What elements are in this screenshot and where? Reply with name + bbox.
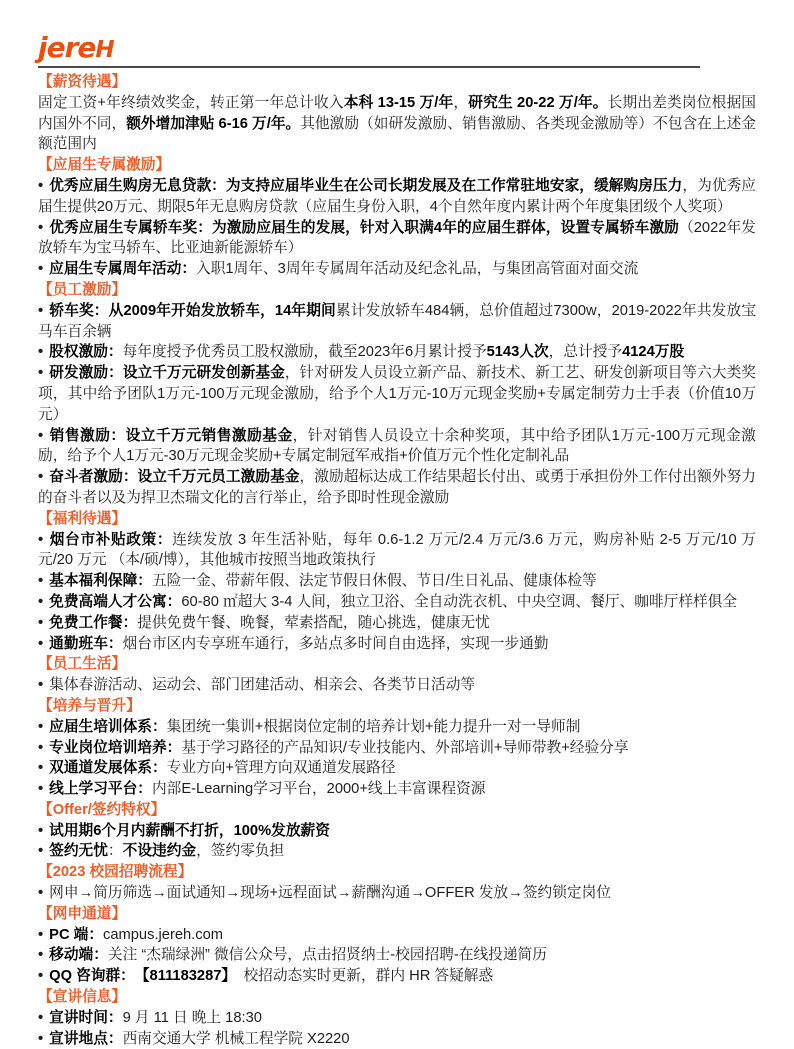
bullet-marker: • xyxy=(38,531,44,548)
text-run-bold: 本科 13-15 万/年 xyxy=(343,94,454,111)
text-run: 集团统一集训+根据岗位定制的培养计划+能力提升一对一导师制 xyxy=(166,718,581,735)
text-run: 网申→简历筛选→面试通知→现场+远程面试→薪酬沟通→OFFER 发放→签约锁定岗位 xyxy=(49,885,611,902)
bullet-marker: • xyxy=(38,968,44,985)
text-run: 集体春游活动、运动会、部门团建活动、相亲会、各类节日活动等 xyxy=(49,677,476,694)
bullet-item xyxy=(38,779,756,800)
bullet-marker: • xyxy=(38,718,44,735)
text-run: 固定工资+年终绩效奖金，转正第一年总计收入 xyxy=(38,94,344,111)
text-run: 连续发放 3 年生活补贴，每年 0.6-1.2 万元/2.4 万元/3.6 万元，购房补贴 2-5 万元/10 万元/20 万元 （本/硕/博），其他城市按照当地政策执行 xyxy=(38,531,756,569)
bullet-marker: • xyxy=(38,344,44,361)
document-body xyxy=(38,72,756,1049)
text-run-bold: 专业岗位培训培养： xyxy=(49,739,182,756)
bullet-item xyxy=(38,218,756,260)
text-run: 基于学习路径的产品知识/专业技能内、外部培训+导师带教+经验分享 xyxy=(181,739,629,756)
bullet-item xyxy=(38,738,756,759)
text-run: ，针对研发人员设立新产品、新技术、新工艺、研发创新项目等六大类奖项，其中给予团队1万元-100万元现金激励，给予个人1万元-10万元现金奖励+专属定制劳力士手表（价值10万元） xyxy=(38,365,756,423)
bullet-marker: • xyxy=(38,1030,44,1047)
bullet-item xyxy=(38,613,756,634)
bullet-item xyxy=(38,883,756,904)
bullet-item xyxy=(38,675,756,696)
text-run-bold: 双通道发展体系： xyxy=(49,760,167,777)
bullet-item xyxy=(38,841,756,862)
text-run-bold: 4124万股 xyxy=(622,344,685,361)
text-run-bold: 宣讲地点： xyxy=(49,1030,123,1047)
bullet-marker: • xyxy=(38,739,44,756)
text-run-bold: 轿车奖：从2009年开始发放轿车，14年期间 xyxy=(49,302,336,319)
bullet-item xyxy=(38,426,756,468)
bullet-marker: • xyxy=(38,885,44,902)
bullet-marker: • xyxy=(38,614,44,631)
section-heading: 【网申通道】 xyxy=(38,905,127,922)
bullet-item xyxy=(38,1029,756,1049)
text-run: 累计发放轿车484辆，总价值超过7300w，2019-2022年共发放宝马车百余辆 xyxy=(38,302,757,340)
bullet-item xyxy=(38,821,756,842)
bullet-item xyxy=(38,342,756,363)
text-run-bold: 线上学习平台： xyxy=(49,781,152,798)
text-run-bold: 奋斗者激励：设立千万元员工激励基金 xyxy=(49,469,300,486)
bullet-marker: • xyxy=(38,219,44,236)
text-run-bold: 优秀应届生专属轿车奖：为激励应届生的发展，针对入职满4年的应届生群体，设置专属轿车激励 xyxy=(49,219,679,236)
section-heading: 【Offer/签约特权】 xyxy=(38,801,166,818)
section-heading: 【应届生专属激励】 xyxy=(38,157,171,174)
text-run-bold: 股权激励： xyxy=(49,344,123,361)
text-run: 关注 “杰瑞绿洲” 微信公众号，点击招贤纳士-校园招聘-在线投递简历 xyxy=(107,947,547,964)
text-run: 60-80 ㎡超大 3-4 人间，独立卫浴、全自动洗衣机、中央空调、餐厅、咖啡厅样样俱全 xyxy=(181,593,738,610)
bullet-marker: • xyxy=(38,365,44,382)
bullet-item xyxy=(38,571,756,592)
bullet-marker: • xyxy=(38,781,44,798)
section-heading: 【薪资待遇】 xyxy=(38,74,127,90)
text-run: 每年度授予优秀员工股权激励，截至2023年6月累计授予 xyxy=(122,344,487,361)
section-heading: 【员工生活】 xyxy=(38,656,127,673)
text-run: ，签约零负担 xyxy=(196,843,285,860)
text-run xyxy=(128,968,143,984)
bullet-item xyxy=(38,301,756,343)
text-run: 9 月 11 日 晚上 18:30 xyxy=(122,1009,262,1026)
text-run-bold: 签约无忧 xyxy=(49,843,108,860)
text-run-bold: 不设违约金 xyxy=(122,843,197,860)
text-run-bold: PC 端： xyxy=(49,926,104,943)
bullet-marker: • xyxy=(38,843,44,860)
text-run-bold: 研究生 20-22 万/年。 xyxy=(468,94,608,111)
header-divider xyxy=(38,66,700,68)
text-run: 专业方向+管理方向双通道发展路径 xyxy=(166,760,396,777)
text-run: 西南交通大学 机械工程学院 X2220 xyxy=(122,1030,350,1047)
text-run-bold: 试用期6个月内薪酬不打折，100%发放薪资 xyxy=(49,822,330,839)
bullet-marker: • xyxy=(38,177,44,194)
bullet-marker: • xyxy=(38,947,44,964)
bullet-marker: • xyxy=(38,1009,44,1026)
bullet-marker: • xyxy=(38,926,44,943)
text-run-bold: 研发激励：设立千万元研发创新基金 xyxy=(49,365,285,382)
bullet-marker: • xyxy=(38,573,44,590)
text-run: 长期出差类岗位根据国内国外不同， xyxy=(38,94,756,132)
jereh-logo-h-mark: H xyxy=(95,37,113,63)
text-run-bold: 额外增加津贴 6-16 万/年。 xyxy=(126,115,301,132)
bullet-marker: • xyxy=(38,427,44,444)
text-run: （2022年发放轿车为宝马轿车、比亚迪新能源轿车） xyxy=(38,219,756,257)
text-run-bold: 应届生培训体系： xyxy=(49,718,167,735)
text-run: 烟台市区内专享班车通行，多站点多时间自由选择，实现一步通勤 xyxy=(122,635,549,652)
text-run: ，总计授予 xyxy=(548,344,623,361)
text-run: ，针对销售人员设立十余种奖项，其中给予团队1万元-100万元现金激励，给予个人1万元-30万元现金奖励+专属定制冠军戒指+价值万元个性化定制礼品 xyxy=(38,427,756,465)
text-run-bold: 应届生专属周年活动： xyxy=(49,261,197,278)
text-run-bold: 烟台市补贴政策： xyxy=(49,531,173,548)
text-run-bold: 5143人次 xyxy=(486,344,549,361)
text-run: campus.jereh.com xyxy=(103,926,224,943)
bullet-item xyxy=(38,363,756,425)
bullet-item xyxy=(38,945,756,966)
bullet-marker: • xyxy=(38,822,44,839)
text-run: 入职1周年、3周年专属周年活动及纪念礼品，与集团高管面对面交流 xyxy=(196,261,639,278)
jereh-logo xyxy=(38,31,756,64)
text-run: 提供免费午餐、晚餐，荤素搭配，随心挑选，健康无忧 xyxy=(137,614,490,631)
text-run-bold: 通勤班车： xyxy=(49,635,123,652)
text-run-bold: 销售激励：设立千万元销售激励基金 xyxy=(49,427,293,444)
text-run: 五险一金、带薪年假、法定节假日休假、节日/生日礼品、健康体检等 xyxy=(151,573,597,590)
text-run: ： xyxy=(107,843,123,860)
text-run: 内部E-Learning学习平台，2000+线上丰富课程资源 xyxy=(151,781,486,798)
text-run-bold: 免费高端人才公寓： xyxy=(49,593,182,610)
bullet-item xyxy=(38,758,756,779)
document-header xyxy=(38,31,756,68)
text-run: ，为优秀应届生提供20万元、期限5年无息购房贷款（应届生身份入职，4个自然年度内累计两个年度集团级个人奖项） xyxy=(38,177,756,215)
bullet-marker: • xyxy=(38,593,44,610)
bullet-marker: • xyxy=(38,635,44,652)
section-heading: 【员工激励】 xyxy=(38,281,127,298)
bullet-item xyxy=(38,467,756,509)
section-heading: 【培养与晋升】 xyxy=(38,697,141,714)
text-run-bold: 【811183287】 xyxy=(142,968,229,985)
bullet-item xyxy=(38,925,756,946)
bullet-marker: • xyxy=(38,302,44,319)
section-heading: 【福利待遇】 xyxy=(38,510,127,527)
text-run-bold: 优秀应届生购房无息贷款：为支持应届毕业生在公司长期发展及在工作常驻地安家，缓解购房压力 xyxy=(49,177,683,194)
text-run-bold: 移动端： xyxy=(49,947,108,964)
text-run-bold: 宣讲时间： xyxy=(49,1009,123,1026)
text-run: ， xyxy=(453,94,469,111)
text-run-bold: 基本福利保障： xyxy=(49,573,152,590)
jereh-logo-text: jere xyxy=(38,31,96,64)
text-run: ，激励超标达成工作结果超长付出、或勇于承担份外工作付出额外努力的奋斗者以及为捍卫杰瑞文化的言行举止，给予即时性现金激励 xyxy=(38,469,756,506)
bullet-marker: • xyxy=(38,760,44,777)
text-run-bold: 免费工作餐： xyxy=(49,614,138,631)
text-run-bold: QQ 咨询群： xyxy=(49,968,128,985)
text-run: 其他激励（如研发激励、销售激励、各类现金激励等）不包含在上述金额范围内 xyxy=(38,115,756,153)
bullet-item xyxy=(38,634,756,655)
bullet-item xyxy=(38,592,756,613)
section-heading: 【宣讲信息】 xyxy=(38,989,127,1006)
bullet-item xyxy=(38,259,756,280)
bullet-item xyxy=(38,530,756,572)
bullet-item xyxy=(38,1008,756,1029)
section-heading: 【2023 校园招聘流程】 xyxy=(38,864,193,881)
bullet-marker: • xyxy=(38,469,44,486)
bullet-item xyxy=(38,176,756,218)
text-run: 校招动态实时更新，群内 HR 答疑解惑 xyxy=(228,968,494,985)
bullet-item xyxy=(38,966,756,987)
bullet-item xyxy=(38,717,756,738)
bullet-marker: • xyxy=(38,677,44,694)
paragraph xyxy=(38,93,756,155)
bullet-marker: • xyxy=(38,261,44,278)
